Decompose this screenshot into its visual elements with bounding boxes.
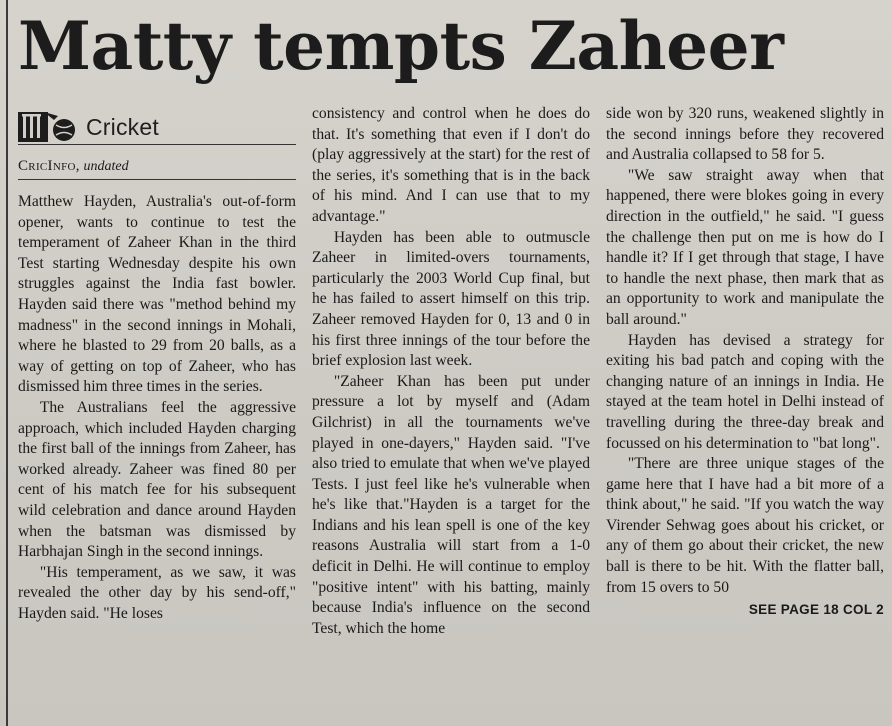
paragraph: side won by 320 runs, weakened slightly in the second innings before they recovered and Australia collapsed to 58 for 5. — [606, 105, 884, 164]
byline-source: CricInfo, — [18, 158, 80, 174]
article-body — [18, 104, 884, 718]
column-2 — [312, 104, 590, 718]
paragraph: The Australians feel the aggressive approach, which included Hayden charging the first ball of the innings from Zaheer, has worked already. Zaheer was fined 80 per cent of his match fee for his subsequent wild celebration and dance around Hayden when the batsman was dismissed by Harbhajan Singh in the second innings. — [18, 398, 296, 561]
paragraph: "Zaheer Khan has been put under pressure a lot by myself and (Adam Gilchrist) in all the tournaments we've played in one-dayers," Hayden said. "I've also tried to emulate that when we've played Tests. I just feel like he's vulnerable when he's like that."Hayden is a target for the Indians and his lean spell is one of the key reasons Australia will start from a 1-0 deficit in Delhi. He will continue to employ "positive intent" with his batting, mainly because India's influence on the second Test, which the home — [312, 372, 590, 637]
cricket-icon — [18, 110, 82, 144]
paragraph: Hayden has been able to outmuscle Zaheer in limited-overs tournaments, particularly the 2003 World Cup final, but he has failed to assert himself on this trip. Zaheer removed Hayden for 0, 13 and 0 in his first three innings of the tour before the brief explosion last week. — [312, 228, 590, 370]
paragraph: Hayden has devised a strategy for exiting his bad patch and coping with the changing nature of an innings in India. He stayed at the team hotel in Delhi instead of travelling during the three-day break and focussed on his determination to "bat long". — [606, 331, 884, 452]
column-1 — [18, 104, 296, 718]
paragraph: "His temperament, as we saw, it was revealed the other day by his send-off," Hayden said. "He loses — [18, 563, 296, 622]
headline: Matty tempts Zaheer — [18, 7, 784, 85]
paragraph: Matthew Hayden, Australia's out-of-form opener, wants to continue to test the temperament of Zaheer Khan in the third Test starting Wednesday despite his own struggles against the India fast bowler. Hayden said there was "method behind my madness" in the second innings in Mohali, where he blasted to 29 from 20 balls, as a way of getting on top of Zaheer, who has dismissed him three times in the series. — [18, 193, 296, 396]
continuation-jump: SEE PAGE 18 COL 2 — [748, 602, 884, 618]
column-rule — [6, 0, 8, 726]
byline — [18, 157, 296, 180]
byline-date: undated — [83, 159, 129, 174]
paragraph: consistency and control when he does do that. It's something that even if I don't do (play aggressively at the start) for the rest of the series, it's something that is in the back of his mind. And I can use that to my advantage." — [312, 105, 590, 225]
paragraph: "We saw straight away when that happened, there were blokes going in every direction in the outfield," he said. "I guess the challenge then put on me is how do I handle it? If I get through that stage, I have to handle the next phase, then mark that as an opportunity to work and manipulate the ball around." — [606, 166, 884, 328]
paragraph: "There are three unique stages of the game here that I have had a bit more of a think about," he said. "If you watch the way Virender Sehwag goes about his cricket, or any of them go about their cricket, the new ball is there to be hit. With the flatter ball, from 15 overs to 50 — [606, 455, 884, 596]
section-header — [18, 110, 296, 145]
section-label: Cricket — [86, 113, 159, 140]
column-3 — [606, 104, 884, 718]
